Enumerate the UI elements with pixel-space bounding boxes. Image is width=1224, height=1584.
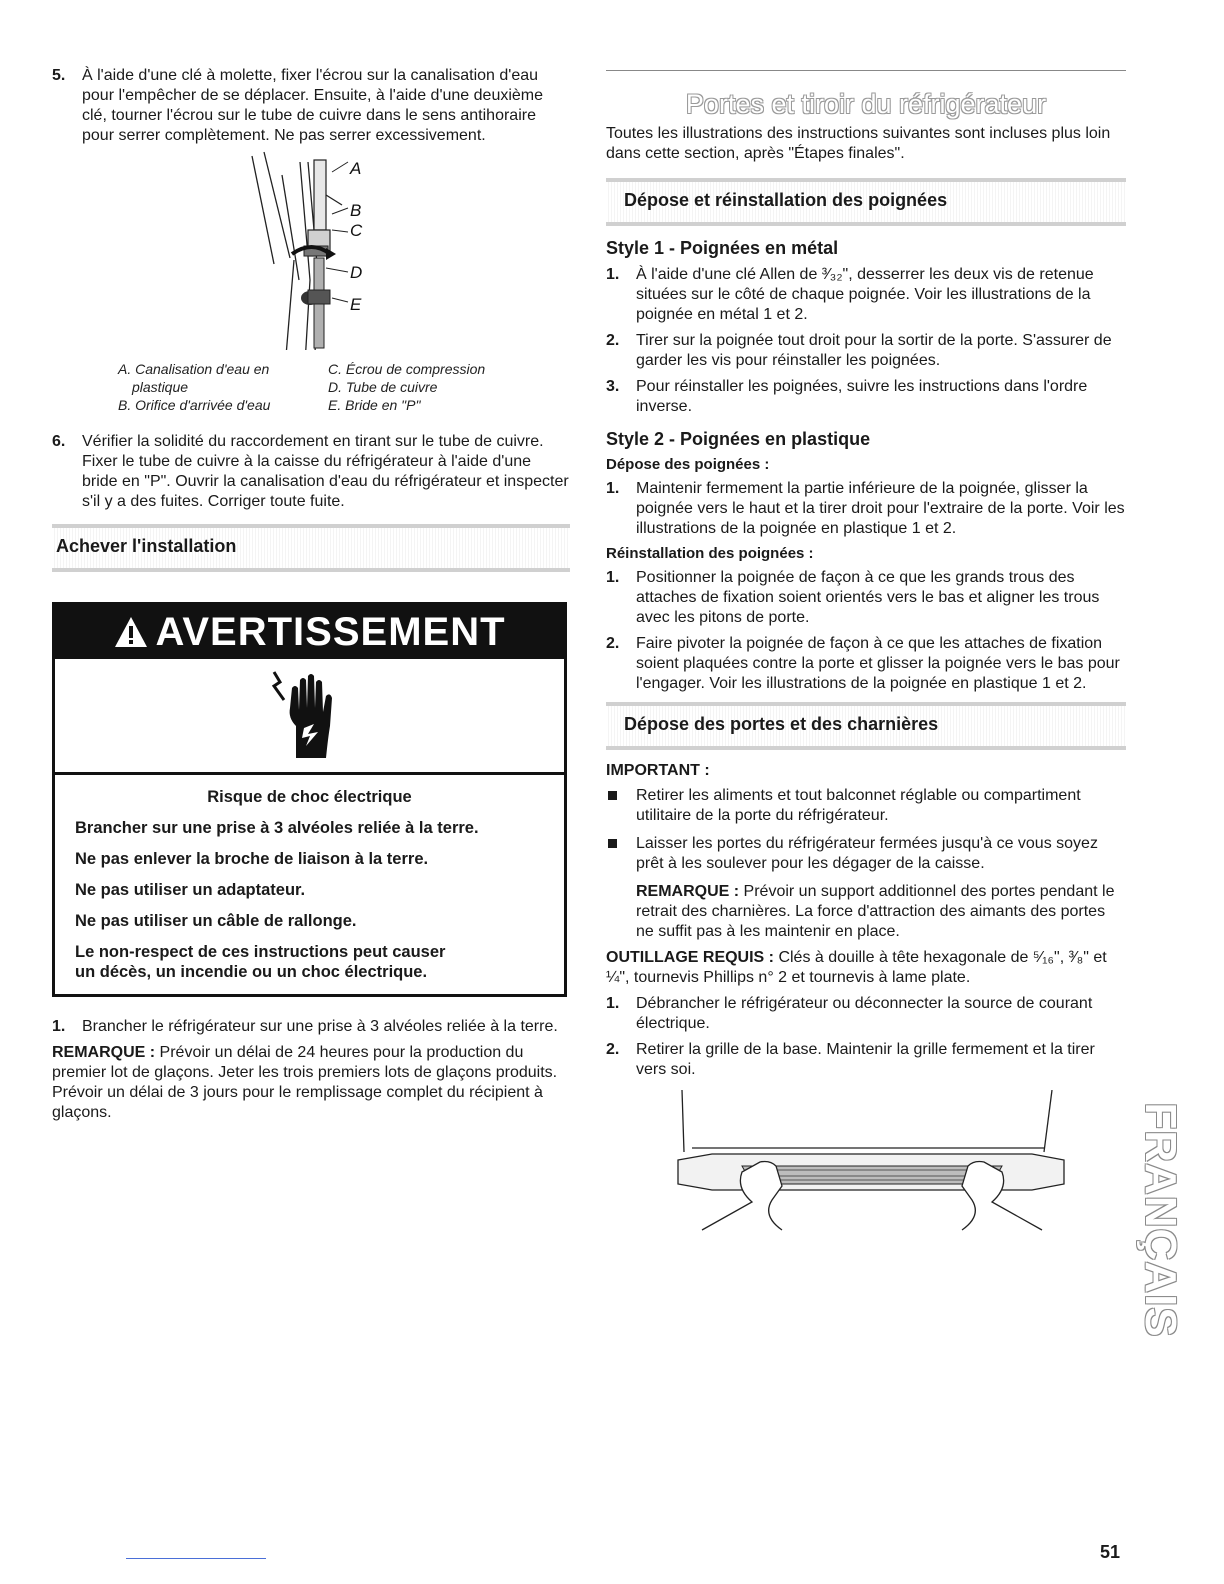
- warning-line-4: Ne pas utiliser un câble de rallonge.: [75, 912, 357, 930]
- section-header-portes: [606, 702, 1126, 750]
- note-text: Prévoir un délai de 24 heures pour la production du premier lot de glaçons. Jeter les trois premiers lots de glaçons produits. Prévoir un délai de 3 jours pour le remplissage complet du récipient à glaçons.: [52, 1044, 558, 1121]
- step-number: 5.: [52, 67, 66, 84]
- warning-heading: AVERTISSEMENT: [155, 609, 506, 654]
- reinstall-title: Réinstallation des poignées :: [606, 545, 814, 562]
- bullet-text: Retirer les aliments et tout balconnet réglable ou compartiment utilitaire de la porte du réfrigérateur.: [636, 787, 1081, 824]
- caption-c: C. Écrou de compression: [328, 361, 486, 377]
- caption-c-e: [328, 360, 485, 414]
- title-rule: [606, 70, 1126, 71]
- section-title: Dépose des portes et des charnières: [624, 714, 939, 734]
- footer-link-rule: [126, 1558, 266, 1559]
- water-line-illustration: [52, 150, 570, 350]
- section-title: Achever l'installation: [56, 536, 237, 556]
- step-5: [52, 66, 570, 146]
- step-number: 1.: [606, 569, 620, 586]
- right-column: [606, 70, 1126, 1245]
- warning-consequence-1: Le non-respect de ces instructions peut causer: [75, 943, 446, 961]
- style1-step-3: [606, 377, 1126, 417]
- step-text: Positionner la poignée de façon à ce que les grands trous des attaches de fixation soient orientés vers le bas et aligner les trous avec les pitons de porte.: [636, 569, 1100, 626]
- side-language-tab: [1130, 1090, 1190, 1350]
- bullet-2: [606, 834, 1126, 874]
- style1-step-2: [606, 331, 1126, 371]
- left-column: [52, 66, 570, 1123]
- step-number: 2.: [606, 635, 620, 652]
- step-1: [52, 1017, 570, 1037]
- style1-title: Style 1 - Poignées en métal: [606, 238, 839, 258]
- step-text: Débrancher le réfrigérateur ou déconnecter la source de courant électrique.: [636, 995, 1093, 1032]
- intro-text: Toutes les illustrations des instructions suivantes sont incluses plus loin dans cette section, après "Étapes finales".: [606, 125, 1111, 162]
- section-header-poignees: [606, 178, 1126, 226]
- step-text: Maintenir fermement la partie inférieure de la poignée, glisser la poignée vers le haut et la tirer droit pour l'extraire de la porte. Voir les illustrations de la poignée en plastique 1 et 2.: [636, 480, 1125, 537]
- step-number: 6.: [52, 433, 66, 450]
- label-e: E: [350, 295, 362, 314]
- side-language-label: FRANÇAIS: [1136, 1102, 1185, 1338]
- warning-icon-area: [55, 659, 564, 775]
- step-number: 2.: [606, 332, 620, 349]
- note-icemaker: [52, 1043, 570, 1123]
- note-doors: [606, 882, 1126, 942]
- caption-b: B. Orifice d'arrivée d'eau: [118, 397, 271, 413]
- water-line-figure: [52, 150, 570, 420]
- step-text: Retirer la grille de la base. Maintenir la grille fermement et la tirer vers soi.: [636, 1041, 1095, 1078]
- step-6: [52, 432, 570, 512]
- section-header-achever: [52, 524, 570, 572]
- step-text: À l'aide d'une clé Allen de ³⁄₃₂", desserrer les deux vis de retenue situées sur le côté de chaque poignée. Voir les illustrations de la poignée en métal 1 et 2.: [636, 266, 1094, 323]
- note-label: REMARQUE :: [636, 883, 740, 900]
- step-text: À l'aide d'une clé à molette, fixer l'écrou sur la canalisation d'eau pour l'empêcher de se déplacer. Ensuite, à l'aide d'une deuxième clé, tourner l'écrou sur le tube de cuivre dans le sens antihoraire pour serrer complètement. Ne pas serrer excessivement.: [82, 67, 544, 144]
- warning-line-3: Ne pas utiliser un adaptateur.: [75, 881, 306, 899]
- bullet-text: Laisser les portes du réfrigérateur fermées jusqu'à ce vous soyez prêt à les soulever pour les dégager de la caisse.: [636, 835, 1098, 872]
- base-grille-illustration: [672, 1090, 1072, 1240]
- caption-a-line1: A. Canalisation d'eau en: [118, 361, 270, 377]
- caption-d: D. Tube de cuivre: [328, 379, 438, 395]
- caption-a: [118, 360, 270, 414]
- bullet-1: [606, 786, 1126, 826]
- step-number: 1.: [606, 480, 620, 497]
- step-text: Vérifier la solidité du raccordement en tirant sur le tube de cuivre. Fixer le tube de cuivre à la caisse du réfrigérateur à l'aide d'une bride en "P". Ouvrir la canalisation d'eau du réfrigérateur et inspecter s'il y a des fuites. Corriger toute fuite.: [82, 433, 569, 510]
- step-text: Tirer sur la poignée tout droit pour la sortir de la porte. S'assurer de garder les vis pour réinstaller les poignées.: [636, 332, 1112, 369]
- warning-header: [55, 605, 564, 659]
- reinstall-step-1: [606, 568, 1126, 628]
- doors-step-2: [606, 1040, 1126, 1080]
- step-text: Brancher le réfrigérateur sur une prise à 3 alvéoles reliée à la terre.: [82, 1018, 558, 1035]
- warning-triangle-icon: [113, 615, 149, 649]
- plastic-water-line: [314, 160, 326, 230]
- bullet-square-icon: [606, 834, 636, 874]
- page-title: Portes et tiroir du réfrigérateur: [685, 89, 1047, 119]
- note-label: REMARQUE :: [52, 1044, 156, 1061]
- p-clamp: [301, 290, 330, 305]
- label-a: A: [350, 159, 362, 178]
- section-title: Dépose et réinstallation des poignées: [624, 190, 948, 210]
- style1-step-1: [606, 265, 1126, 325]
- style2-title: Style 2 - Poignées en plastique: [606, 429, 871, 449]
- tools-label: OUTILLAGE REQUIS :: [606, 949, 774, 966]
- warning-consequence-2: un décès, un incendie ou un choc électrique.: [75, 963, 428, 981]
- label-c: C: [350, 221, 363, 240]
- warning-body: [55, 775, 564, 994]
- reinstall-step-2: [606, 634, 1126, 694]
- warning-box: [52, 602, 567, 997]
- bullet-square-icon: [606, 786, 636, 826]
- label-b: B: [350, 201, 362, 220]
- step-text: Faire pivoter la poignée de façon à ce que les attaches de fixation soient plaquées contre la porte et glisser la poignée vers le bas pour l'engager. Voir les illustrations de la poignée en plastique 1 et 2.: [636, 635, 1120, 692]
- doors-step-1: [606, 994, 1126, 1034]
- step-number: 3.: [606, 378, 620, 395]
- warning-risk: Risque de choc électrique: [207, 788, 412, 806]
- removal-title: Dépose des poignées :: [606, 456, 770, 473]
- tools-text: Clés à douille à tête hexagonale de ⁵⁄₁₆", ³⁄₈" et ¼", tournevis Phillips n° 2 et tournevis à lame plate.: [606, 949, 1107, 986]
- caption-a-line2: plastique: [132, 379, 189, 395]
- label-d: D: [350, 263, 363, 282]
- step-number: 1.: [606, 266, 620, 283]
- base-grille: [678, 1154, 1064, 1190]
- page-number: 51: [1100, 1542, 1121, 1562]
- step-number: 2.: [606, 1041, 620, 1058]
- step-text: Pour réinstaller les poignées, suivre les instructions dans l'ordre inverse.: [636, 378, 1088, 415]
- warning-line-1: Brancher sur une prise à 3 alvéoles reliée à la terre.: [75, 819, 479, 837]
- warning-line-2: Ne pas enlever la broche de liaison à la terre.: [75, 850, 429, 868]
- step-number: 1.: [52, 1018, 66, 1035]
- note-text: Prévoir un support additionnel des portes pendant le retrait des charnières. La force d'attraction des aimants des portes ne suffit pas à les maintenir en place.: [636, 883, 1115, 940]
- tools-required: [606, 948, 1126, 988]
- removal-step-1: [606, 479, 1126, 539]
- caption-e: E. Bride en "P": [328, 397, 421, 413]
- important-label: IMPORTANT :: [606, 762, 710, 779]
- step-number: 1.: [606, 995, 620, 1012]
- electric-shock-hand-icon: [270, 666, 350, 766]
